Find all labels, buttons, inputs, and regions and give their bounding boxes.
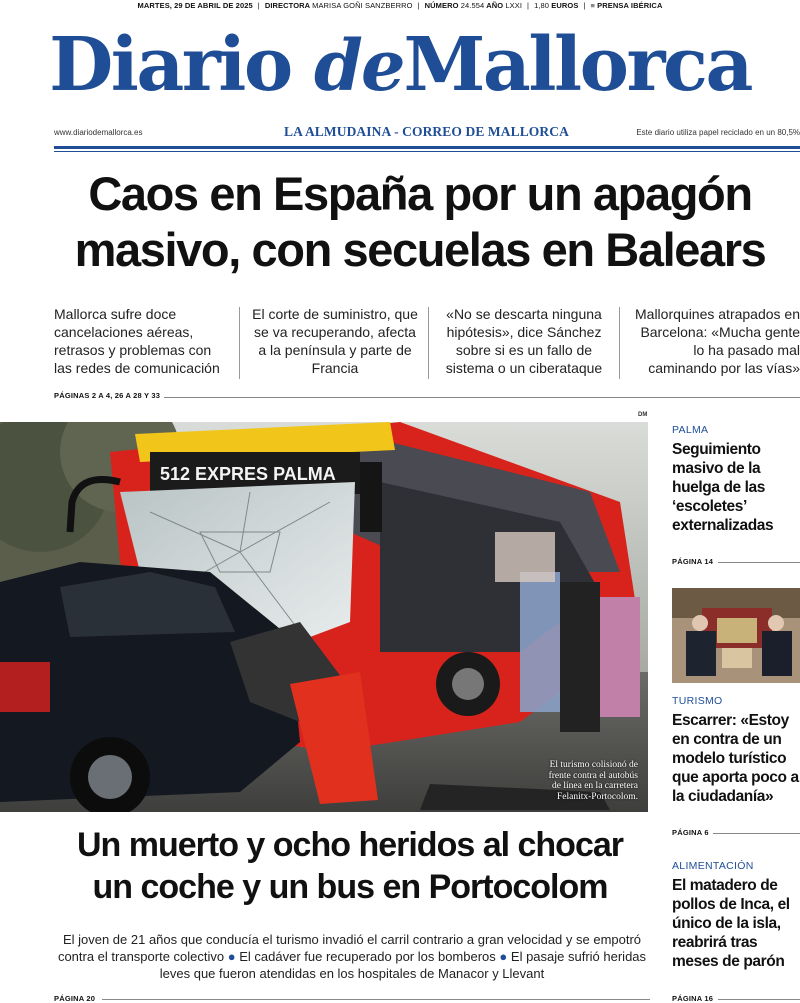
year-value: LXXI: [505, 1, 523, 10]
lead-subheads: [54, 305, 800, 381]
photo-caption: El turismo colisionó de frente contra el autobús de línea en la carretera Felanitx-Portocolom.: [548, 760, 638, 802]
meeting-photo-illustration: [672, 588, 800, 683]
second-headline-line2: un coche y un bus en Portocolom: [92, 868, 608, 906]
sidebar-kicker: ALIMENTACIÓN: [672, 860, 754, 872]
second-story-rule: [102, 999, 650, 1000]
sidebar-page: PÁGINA 16: [672, 994, 714, 1003]
lead-text-part1: El joven de 21 años que conducía el turismo invadió el carril contrario a gran velocidad y se empotró contra el transporte colectivo: [57, 932, 642, 964]
price-label: EUROS: [551, 1, 579, 10]
sidebar-kicker: PALMA: [672, 424, 709, 436]
sidebar-rule: [718, 999, 800, 1000]
sidebar-headline: Seguimiento masivo de la huelga de las ‘escoletes’ externalizadas: [672, 441, 774, 534]
recycled-paper-note: Este diario utiliza papel reciclado en un 80,5%: [636, 128, 800, 137]
masthead-rule: [54, 146, 800, 149]
accident-photo[interactable]: [0, 422, 648, 812]
photo-credit: DM: [638, 412, 648, 418]
bus-sign-text: 512 EXPRES PALMA: [160, 464, 336, 484]
sidebar-kicker: TURISMO: [672, 695, 723, 707]
lead-headline[interactable]: [40, 166, 800, 278]
subhead-cancellations[interactable]: Mallorca sufre doce cancelaciones aéreas, retrasos y problemas con las redes de comunicación: [54, 306, 220, 376]
lead-pages-ref: PÁGINAS 2 A 4, 26 A 28 Y 33: [54, 391, 161, 400]
masthead-subrow: [54, 124, 800, 142]
lead-headline-line2: masivo, con secuelas en Balears: [74, 223, 766, 276]
logo-part-de: de: [314, 24, 404, 107]
pages-rule: [164, 397, 800, 398]
price-value: 1,80: [534, 1, 550, 10]
sidebar-story-palma[interactable]: [672, 424, 800, 535]
second-story-lead: [54, 931, 650, 982]
sidebar-story-alimentacion[interactable]: [672, 860, 800, 971]
bullet-icon: ●: [227, 949, 236, 964]
edition-info-bar: MARTES, 29 DE ABRIL DE 2025 | DIRECTORA MARISA GOÑI SANZBERRO | NÚMERO 24.554 AÑO LXXI | 1,80 EUROS | ≡ PRENSA IBÉRICA: [137, 1, 663, 10]
masthead-logo[interactable]: [0, 20, 800, 110]
second-headline[interactable]: [40, 824, 660, 908]
subhead-sanchez[interactable]: «No se descarta ninguna hipótesis», dice Sánchez sobre si es un fallo de sistema o un ciberataque: [445, 306, 603, 376]
sidebar-headline: El matadero de pollos de Inca, el único de la isla, reabrirá tras meses de parón: [672, 877, 790, 970]
sidebar-headline: Escarrer: «Estoy en contra de un modelo turístico que aporta poco a la ciudadanía»: [672, 712, 799, 805]
subhead-barcelona[interactable]: Mallorquines atrapados en Barcelona: «Mucha gente lo ha pasado mal caminando por las vías»: [635, 306, 800, 376]
edition-date: MARTES, 29 DE ABRIL DE 2025: [137, 1, 253, 10]
number-label: NÚMERO: [424, 1, 459, 10]
logo-part-mallorca: Mallorca: [403, 22, 751, 108]
website-url[interactable]: www.diariodemallorca.es: [54, 128, 143, 137]
director-name: MARISA GOÑI SANZBERRO: [312, 1, 413, 10]
masthead-rule-thin: [54, 151, 800, 152]
lead-text-part2: El cadáver fue recuperado por los bomberos: [239, 949, 496, 964]
column-divider: [428, 307, 429, 379]
group-icon: ≡: [590, 1, 595, 10]
number-value: 24.554: [460, 1, 485, 10]
director-label: DIRECTORA: [264, 1, 310, 10]
sidebar-rule: [718, 562, 800, 563]
sidebar-page: PÁGINA 6: [672, 828, 709, 837]
lead-headline-line1: Caos en España por un apagón: [88, 167, 752, 220]
year-label: AÑO: [486, 1, 504, 10]
column-divider: [239, 307, 240, 379]
sidebar-story-turismo[interactable]: [672, 695, 800, 806]
subhead-power-cut[interactable]: El corte de suministro, que se va recuperando, afecta a la península y parte de Francia: [252, 306, 418, 376]
sidebar-rule: [713, 833, 800, 834]
lead-text-part3: El pasaje sufrió heridas leves que fueron atendidas en los hospitales de Manacor y Llevant: [159, 949, 647, 981]
masthead-tagline: LA ALMUDAINA - CORREO DE MALLORCA: [284, 124, 569, 139]
group-name: PRENSA IBÉRICA: [597, 1, 663, 10]
second-headline-line1: Un muerto y ocho heridos al chocar: [76, 826, 623, 864]
bullet-icon: ●: [499, 949, 508, 964]
accident-photo-illustration: [0, 422, 648, 812]
column-divider: [619, 307, 620, 379]
escarrer-photo[interactable]: [672, 588, 800, 683]
logo-part-diario: Diario: [49, 22, 291, 108]
second-story-page: PÁGINA 20: [54, 994, 96, 1003]
sidebar-page: PÁGINA 14: [672, 557, 714, 566]
